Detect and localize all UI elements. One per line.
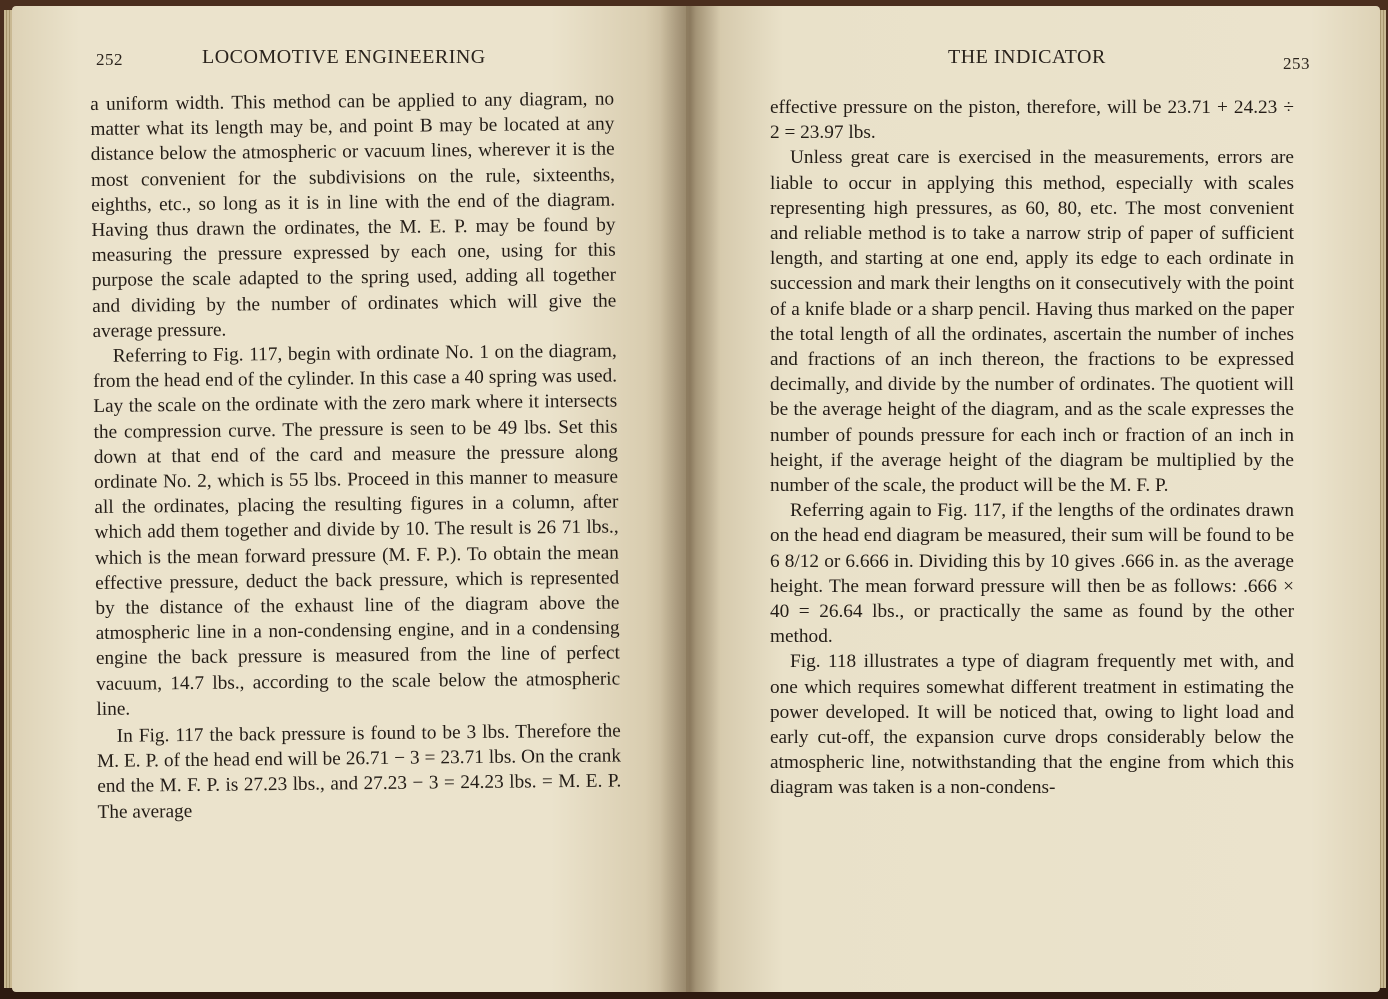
left-page [12, 6, 686, 992]
left-page-body [90, 87, 622, 825]
left-paragraph-1: a uniform width. This method can be applied to any diagram, no matter what its length may be, and point B may be located at any distance below the atmospheric or vacuum lines, wherever it is the most convenient for the subdivisions on the rule, sixteenths, eighths, etc., so long as it is in line with the end of the diagram. Having thus drawn the ordinates, the M. E. P. may be found by measuring the pressure expressed by each one, using for this purpose the scale adapted to the spring used, adding all together and dividing by the number of ordinates which will give the average pressure. [90, 88, 617, 342]
left-running-title: LOCOMOTIVE ENGINEERING [202, 46, 486, 68]
left-page-header [96, 46, 616, 76]
right-page [686, 6, 1380, 992]
right-page-number: 253 [1283, 54, 1310, 73]
left-page-number: 252 [96, 50, 123, 69]
right-paragraph-3: Referring again to Fig. 117, if the lengths of the ordinates drawn on the head end diagram be measured, their sum will be found to be 6 8/12 or 6.666 in. Dividing this by 10 gives .666 in. as the average height. The mean forward pressure will then be as follows: .666 × 40 = 26.64 lbs., or practically the same as found by the other method. [770, 500, 1294, 648]
right-page-body [770, 95, 1294, 801]
left-paragraph-2: Referring to Fig. 117, begin with ordinate No. 1 on the diagram, from the head end of the cylinder. In this case a 40 spring was used. Lay the scale on the ordinate with the zero mark where it intersects the compression curve. The pressure is seen to be 49 lbs. Set this down at that end of the card and measure the pressure along ordinate No. 2, which is 55 lbs. Proceed in this manner to measure all the ordinates, placing the resulting figures in a column, after which add them together and divide by 10. The result is 26 71 lbs., which is the mean forward pressure (M. F. P.). To obtain the mean effective pressure, deduct the back pressure, which is represented by the distance of the exhaust line of the diagram above the atmospheric line in a non-condensing engine, and in a condensing engine the back pressure is measured from the line of perfect vacuum, 14.7 lbs., according to the scale below the atmospheric line. [92, 340, 621, 720]
right-paragraph-4: Fig. 118 illustrates a type of diagram frequently met with, and one which requires somewhat different treatment in estimating the power developed. It will be noticed that, owing to light load and early cut-off, the expansion curve drops considerably below the atmospheric line, notwithstanding that the engine from which this diagram was taken is a non-condens- [770, 651, 1294, 799]
right-paragraph-1: effective pressure on the piston, therefore, will be 23.71 + 24.23 ÷ 2 = 23.97 lbs. [770, 97, 1294, 144]
right-paragraph-2: Unless great care is exercised in the measurements, errors are liable to occur in applying this method, especially with scales representing high pressures, as 60, 80, etc. The most convenient and reliable method is to take a narrow strip of paper of sufficient length, and starting at one end, apply its edge to each ordinate in succession and mark their lengths on it consecutively with the point of a knife blade or a sharp pencil. Having thus marked on the paper the total length of all the ordinates, ascertain the number of inches and fractions of an inch thereon, the fractions to be expressed decimally, and divide by the number of ordinates. The quotient will be the average height of the diagram, and as the scale expresses the number of pounds pressure for each inch or fraction of an inch in height, if the average height of the diagram be multiplied by the number of the scale, the product will be the M. F. P. [770, 147, 1294, 497]
right-running-title: THE INDICATOR [948, 46, 1106, 68]
right-page-header [770, 46, 1310, 76]
left-paragraph-3: In Fig. 117 the back pressure is found to be 3 lbs. Therefore the M. E. P. of the head end will be 26.71 − 3 = 23.71 lbs. On the crank end the M. F. P. is 27.23 lbs., and 27.23 − 3 = 24.23 lbs. = M. E. P. The average [96, 720, 622, 823]
